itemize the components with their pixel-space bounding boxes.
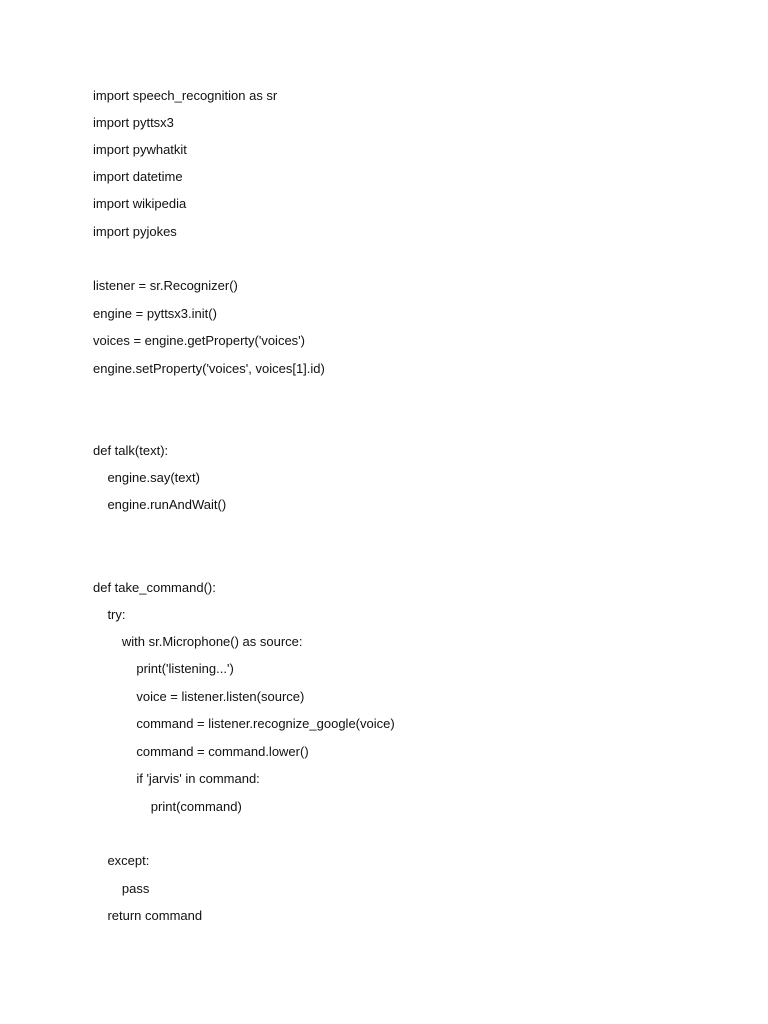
code-line: import datetime xyxy=(93,169,183,184)
code-line: def take_command(): xyxy=(93,580,216,595)
code-line: listener = sr.Recognizer() xyxy=(93,278,238,293)
code-line: print('listening...') xyxy=(93,661,234,676)
code-line: import wikipedia xyxy=(93,196,187,211)
code-line: engine = pyttsx3.init() xyxy=(93,306,217,321)
code-line: def talk(text): xyxy=(93,443,169,458)
code-line: voice = listener.listen(source) xyxy=(93,689,305,704)
code-line: engine.say(text) xyxy=(93,470,200,485)
code-line: import pyttsx3 xyxy=(93,115,174,130)
code-line: print(command) xyxy=(93,799,242,814)
code-line: engine.setProperty('voices', voices[1].id) xyxy=(93,361,325,376)
code-line: pass xyxy=(93,881,150,896)
code-line: voices = engine.getProperty('voices') xyxy=(93,333,305,348)
code-line: except: xyxy=(93,853,150,868)
code-line: command = listener.recognize_google(voice) xyxy=(93,716,395,731)
code-line: import pyjokes xyxy=(93,224,177,239)
code-line: command = command.lower() xyxy=(93,744,309,759)
code-line: with sr.Microphone() as source: xyxy=(93,634,303,649)
code-line: return command xyxy=(93,908,203,923)
code-line: import speech_recognition as sr xyxy=(93,88,278,103)
code-line: engine.runAndWait() xyxy=(93,497,227,512)
code-line: try: xyxy=(93,607,126,622)
code-line: import pywhatkit xyxy=(93,142,187,157)
code-line: if 'jarvis' in command: xyxy=(93,771,260,786)
